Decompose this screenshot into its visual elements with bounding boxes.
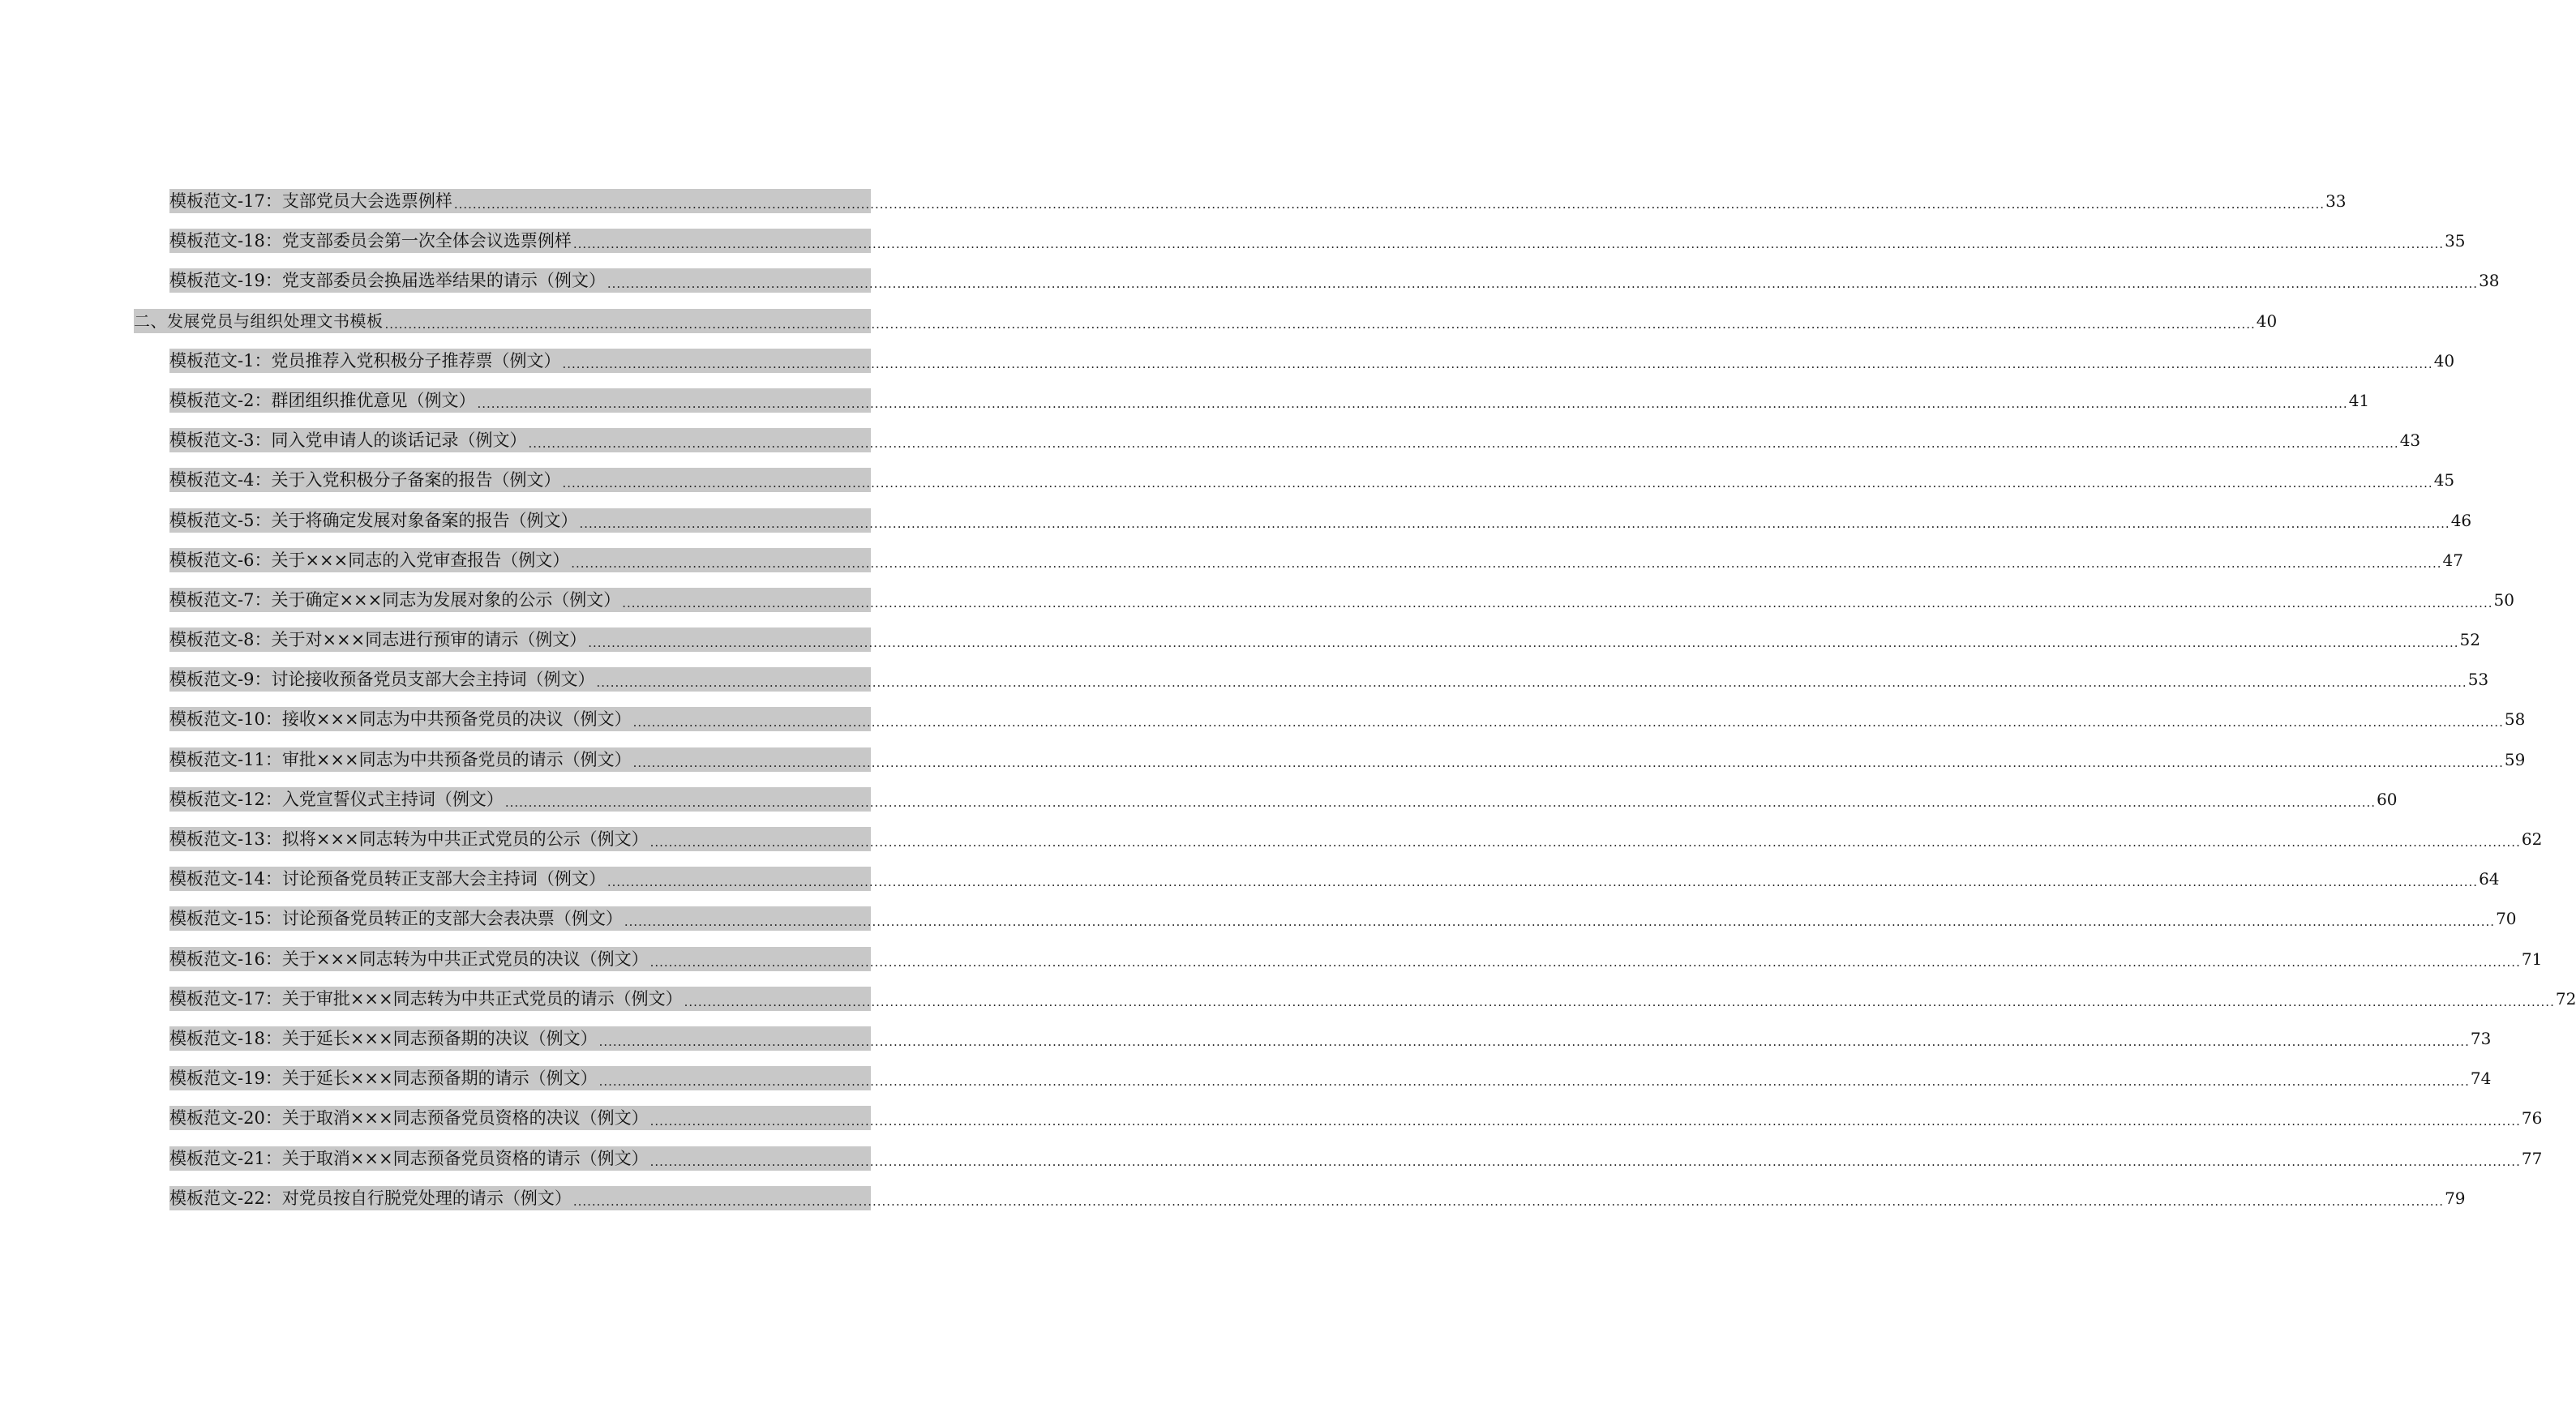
toc-entry[interactable] <box>0 940 2543 980</box>
toc-entry[interactable] <box>0 781 2398 820</box>
toc-leader-dots: ................................................................................................................................................................................................................................................................................................................................................................................................................ <box>649 835 2521 850</box>
toc-leader-dots: ................................................................................................................................................................................................................................................................................................................................................................................................................ <box>453 197 2325 212</box>
toc-entry-line[interactable] <box>169 747 2526 772</box>
toc-entry[interactable] <box>0 900 2517 940</box>
toc-page-number: 72 <box>2555 988 2576 1009</box>
toc-entry[interactable] <box>0 1020 2492 1060</box>
toc-entry-line[interactable] <box>169 867 2500 891</box>
toc-leader-dots: ................................................................................................................................................................................................................................................................................................................................................................................................................ <box>571 555 2442 571</box>
toc-entry-line[interactable] <box>169 906 2517 931</box>
toc-page-number: 59 <box>2504 749 2526 769</box>
toc-entry[interactable] <box>0 382 2370 422</box>
toc-entry[interactable] <box>0 820 2543 860</box>
toc-leader-dots: ................................................................................................................................................................................................................................................................................................................................................................................................................ <box>572 237 2445 252</box>
toc-entry-title: 模板范文-9：讨论接收预备党员支部大会主持词（例文） <box>169 670 595 690</box>
toc-page-number: 76 <box>2521 1108 2543 1129</box>
toc-leader-dots: ................................................................................................................................................................................................................................................................................................................................................................................................................ <box>562 356 2433 371</box>
toc-leader-dots: ................................................................................................................................................................................................................................................................................................................................................................................................................ <box>504 795 2377 810</box>
toc-leader-dots: ................................................................................................................................................................................................................................................................................................................................................................................................................ <box>606 875 2479 890</box>
toc-entry[interactable] <box>0 1060 2492 1099</box>
toc-page-number: 60 <box>2377 789 2398 809</box>
table-of-contents <box>0 182 2576 1219</box>
toc-entry-title: 模板范文-13：拟将×××同志转为中共正式党员的公示（例文） <box>169 829 649 849</box>
toc-entry-title: 模板范文-3：同入党申请人的谈话记录（例文） <box>169 430 527 451</box>
toc-page-number: 38 <box>2479 271 2500 291</box>
toc-entry[interactable] <box>0 1140 2543 1180</box>
toc-page-number: 62 <box>2521 829 2543 849</box>
toc-page-number: 35 <box>2445 231 2466 251</box>
toc-page-number: 74 <box>2470 1069 2492 1089</box>
toc-page-number: 40 <box>2256 311 2278 331</box>
toc-section-heading[interactable] <box>0 302 2278 342</box>
toc-entry-title: 模板范文-16：关于×××同志转为中共正式党员的决议（例文） <box>169 949 649 969</box>
toc-entry-title: 模板范文-22：对党员按自行脱党处理的请示（例文） <box>169 1188 572 1208</box>
toc-entry[interactable] <box>0 342 2455 382</box>
toc-entry-title: 模板范文-20：关于取消×××同志预备党员资格的决议（例文） <box>169 1108 649 1129</box>
toc-page-number: 79 <box>2445 1188 2466 1208</box>
toc-entry-title: 模板范文-21：关于取消×××同志预备党员资格的请示（例文） <box>169 1148 649 1168</box>
toc-entry-title: 模板范文-18：党支部委员会第一次全体会议选票例样 <box>169 231 572 251</box>
toc-page-number: 77 <box>2521 1148 2543 1168</box>
toc-entry-line[interactable] <box>169 1106 2543 1130</box>
toc-leader-dots: ................................................................................................................................................................................................................................................................................................................................................................................................................ <box>649 1114 2521 1129</box>
toc-entry[interactable] <box>0 1180 2466 1219</box>
toc-entry-title: 模板范文-7：关于确定×××同志为发展对象的公示（例文） <box>169 589 621 610</box>
toc-entry-line[interactable] <box>169 189 2347 213</box>
toc-page-number: 46 <box>2450 510 2472 530</box>
toc-entry[interactable] <box>0 860 2500 900</box>
toc-entry-line[interactable] <box>169 1066 2492 1090</box>
toc-leader-dots: ................................................................................................................................................................................................................................................................................................................................................................................................................ <box>684 994 2555 1009</box>
toc-entry-title: 模板范文-14：讨论预备党员转正支部大会主持词（例文） <box>169 869 606 889</box>
toc-entry[interactable] <box>0 461 2455 501</box>
toc-entry-line[interactable] <box>169 987 2576 1011</box>
toc-entry-title: 模板范文-19：关于延长×××同志预备期的请示（例文） <box>169 1069 598 1089</box>
toc-leader-dots: ................................................................................................................................................................................................................................................................................................................................................................................................................ <box>579 516 2450 531</box>
toc-entry-line[interactable] <box>169 1186 2466 1210</box>
toc-page-number: 71 <box>2521 949 2543 969</box>
toc-leader-dots: ................................................................................................................................................................................................................................................................................................................................................................................................................ <box>588 636 2459 651</box>
toc-entry-title: 模板范文-4：关于入党积极分子备案的报告（例文） <box>169 470 561 490</box>
toc-entry-line[interactable] <box>169 1146 2543 1171</box>
toc-entry-line[interactable] <box>169 428 2421 452</box>
toc-leader-dots: ................................................................................................................................................................................................................................................................................................................................................................................................................ <box>632 715 2504 730</box>
toc-leader-dots: ................................................................................................................................................................................................................................................................................................................................................................................................................ <box>649 1154 2521 1169</box>
toc-entry-line[interactable] <box>169 588 2514 612</box>
toc-entry-line[interactable] <box>169 627 2480 652</box>
toc-page-number: 58 <box>2504 709 2526 730</box>
toc-page-number: 45 <box>2433 470 2455 490</box>
toc-entry-line[interactable] <box>169 787 2398 812</box>
toc-entry-title: 模板范文-2：群团组织推优意见（例文） <box>169 390 476 410</box>
toc-page-number: 41 <box>2348 390 2370 410</box>
toc-page-number: 73 <box>2470 1028 2492 1048</box>
toc-entry-line[interactable] <box>169 508 2472 533</box>
toc-entry-title: 模板范文-10：接收×××同志为中共预备党员的决议（例文） <box>169 709 632 730</box>
toc-entry-line[interactable] <box>169 349 2455 373</box>
toc-entry-title: 模板范文-5：关于将确定发展对象备案的报告（例文） <box>169 510 578 530</box>
toc-entry-line[interactable] <box>169 229 2466 253</box>
toc-entry[interactable] <box>0 581 2514 621</box>
toc-entry-line[interactable] <box>169 468 2455 492</box>
toc-entry-title: 模板范文-18：关于延长×××同志预备期的决议（例文） <box>169 1028 598 1048</box>
toc-leader-dots: ................................................................................................................................................................................................................................................................................................................................................................................................................ <box>562 476 2433 491</box>
toc-page-number: 50 <box>2493 589 2514 610</box>
toc-page-number: 52 <box>2459 630 2480 650</box>
toc-entry-title: 模板范文-12：入党宣誓仪式主持词（例文） <box>169 789 504 809</box>
toc-page-number: 47 <box>2442 550 2463 570</box>
toc-leader-dots: ................................................................................................................................................................................................................................................................................................................................................................................................................ <box>384 316 2256 332</box>
toc-entry-line[interactable] <box>169 707 2526 731</box>
toc-entry[interactable] <box>0 502 2472 542</box>
toc-page-number: 33 <box>2325 191 2347 211</box>
toc-entry-line[interactable] <box>169 827 2543 851</box>
toc-leader-dots: ................................................................................................................................................................................................................................................................................................................................................................................................................ <box>596 675 2467 691</box>
toc-entry-title: 模板范文-1：党员推荐入党积极分子推荐票（例文） <box>169 350 561 370</box>
toc-entry-line[interactable] <box>134 309 2278 333</box>
toc-leader-dots: ................................................................................................................................................................................................................................................................................................................................................................................................................ <box>528 436 2399 452</box>
toc-leader-dots: ................................................................................................................................................................................................................................................................................................................................................................................................................ <box>606 276 2479 292</box>
toc-entry[interactable] <box>0 661 2489 700</box>
toc-entry-title: 模板范文-15：讨论预备党员转正的支部大会表决票（例文） <box>169 909 623 929</box>
toc-entry[interactable] <box>0 621 2480 661</box>
toc-entry[interactable] <box>0 741 2526 781</box>
toc-leader-dots: ................................................................................................................................................................................................................................................................................................................................................................................................................ <box>632 755 2504 770</box>
toc-entry-title: 模板范文-17：关于审批×××同志转为中共正式党员的请示（例文） <box>169 988 683 1009</box>
toc-entry-line[interactable] <box>169 388 2370 413</box>
toc-entry[interactable] <box>0 182 2347 222</box>
toc-entry[interactable] <box>0 1099 2543 1139</box>
toc-entry-line[interactable] <box>169 548 2463 572</box>
toc-entry[interactable] <box>0 700 2526 740</box>
toc-entry-title: 模板范文-8：关于对×××同志进行预审的请示（例文） <box>169 630 587 650</box>
toc-leader-dots: ................................................................................................................................................................................................................................................................................................................................................................................................................ <box>598 1074 2470 1090</box>
toc-page-number: 64 <box>2479 869 2500 889</box>
toc-leader-dots: ................................................................................................................................................................................................................................................................................................................................................................................................................ <box>624 914 2496 930</box>
toc-entry-title: 模板范文-6：关于×××同志的入党审查报告（例文） <box>169 550 570 570</box>
toc-entry[interactable] <box>0 222 2466 262</box>
toc-page-number: 53 <box>2467 670 2489 690</box>
toc-entry[interactable] <box>0 980 2576 1020</box>
toc-entry-line[interactable] <box>169 1026 2492 1051</box>
toc-leader-dots: ................................................................................................................................................................................................................................................................................................................................................................................................................ <box>622 595 2493 610</box>
toc-entry-title: 模板范文-19：党支部委员会换届选举结果的请示（例文） <box>169 271 606 291</box>
toc-page-number: 43 <box>2399 430 2421 451</box>
toc-entry[interactable] <box>0 262 2500 302</box>
toc-entry-line[interactable] <box>169 268 2500 293</box>
toc-page-number: 40 <box>2433 350 2455 370</box>
toc-leader-dots: ................................................................................................................................................................................................................................................................................................................................................................................................................ <box>649 954 2521 970</box>
toc-entry-title: 模板范文-17：支部党员大会选票例样 <box>169 191 452 211</box>
toc-entry-line[interactable] <box>169 947 2543 971</box>
toc-entry-line[interactable] <box>169 667 2489 692</box>
toc-entry-title: 模板范文-11：审批×××同志为中共预备党员的请示（例文） <box>169 749 632 769</box>
toc-leader-dots: ................................................................................................................................................................................................................................................................................................................................................................................................................ <box>477 396 2348 411</box>
toc-entry[interactable] <box>0 542 2463 581</box>
toc-entry-title: 二、发展党员与组织处理文书模板 <box>134 311 384 331</box>
toc-entry[interactable] <box>0 422 2421 461</box>
toc-leader-dots: ................................................................................................................................................................................................................................................................................................................................................................................................................ <box>572 1193 2445 1209</box>
toc-page-number: 70 <box>2496 909 2517 929</box>
toc-leader-dots: ................................................................................................................................................................................................................................................................................................................................................................................................................ <box>598 1034 2470 1049</box>
